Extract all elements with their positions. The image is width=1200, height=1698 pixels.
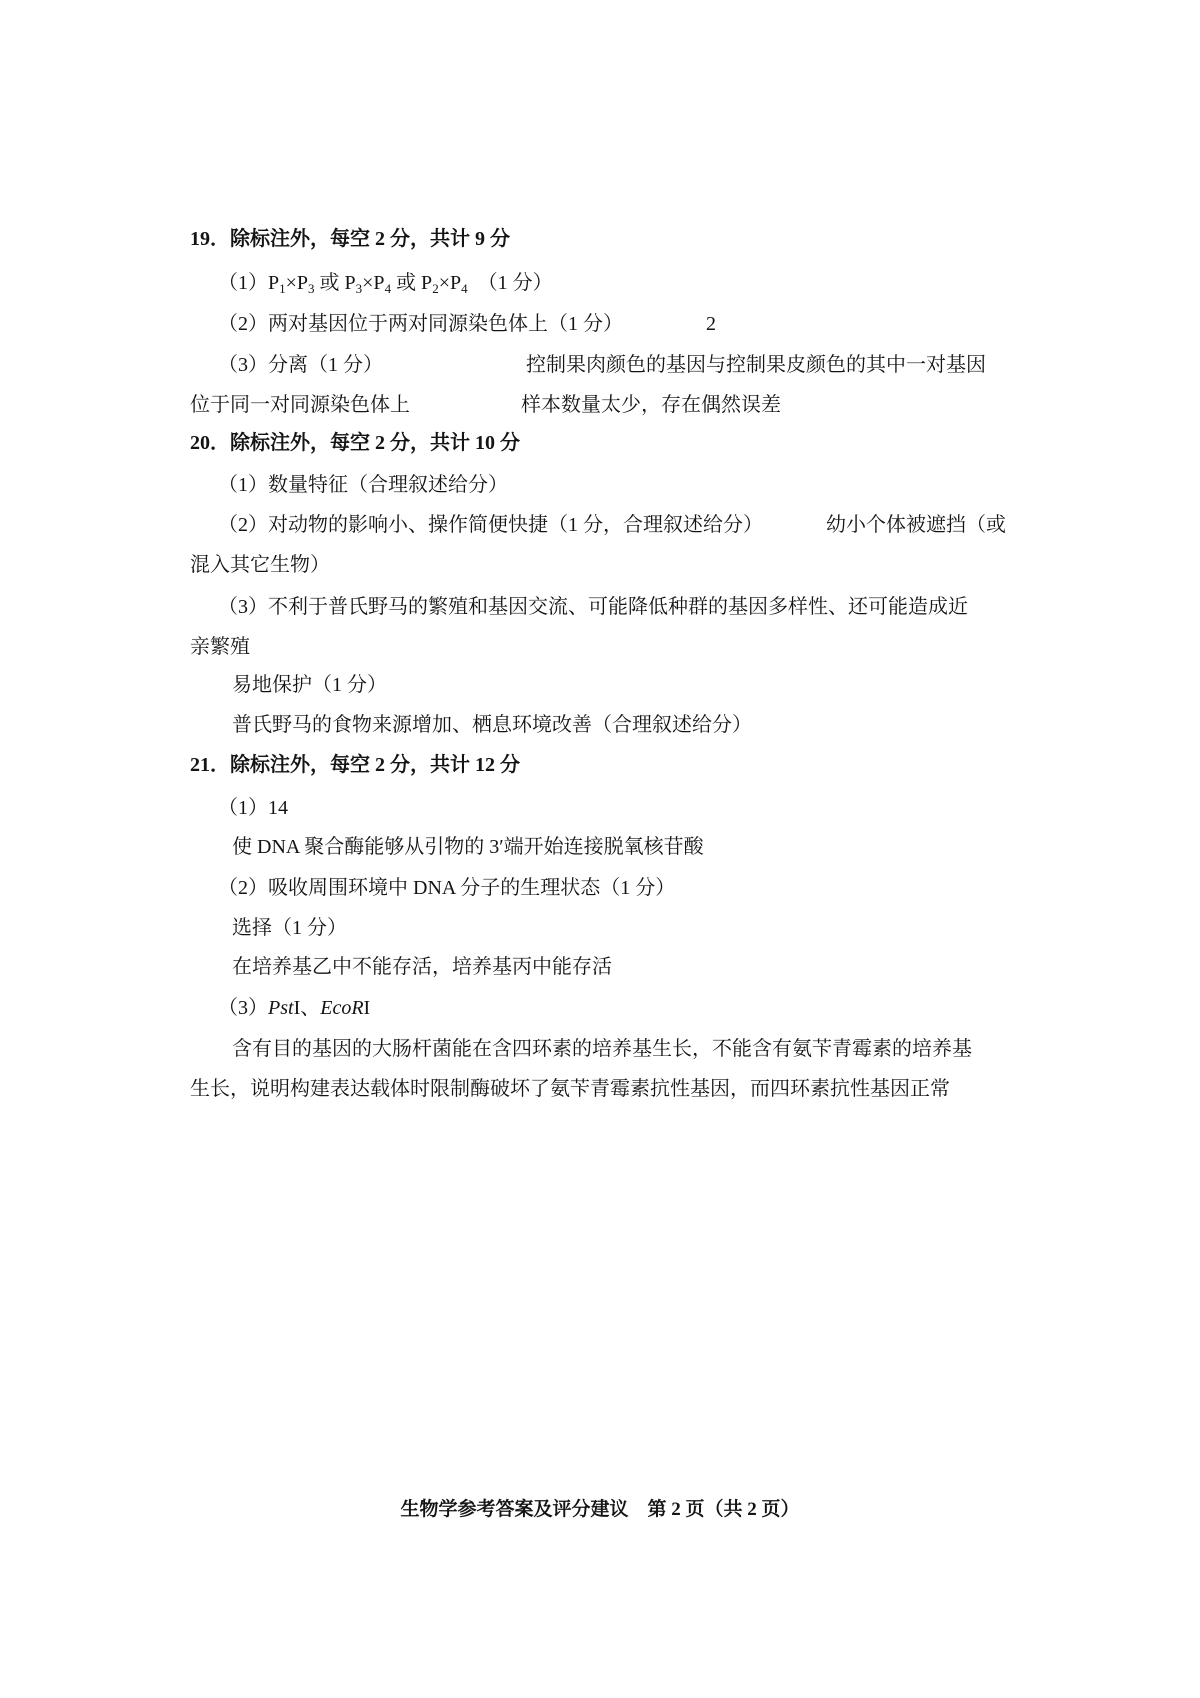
question-20-answer-1: （1）数量特征（合理叙述给分）: [218, 474, 508, 496]
question-19-answer-3-explanation-cont: 位于同一对同源染色体上: [190, 394, 410, 416]
answer-text: 或 P: [391, 272, 433, 294]
answer-text: I、: [293, 997, 321, 1019]
question-20-answer-2: （2）对动物的影响小、操作简便快捷（1 分，合理叙述给分）: [218, 514, 763, 536]
question-21-answer-3-explanation-cont: 生长，说明构建表达载体时限制酶破坏了氨苄青霉素抗性基因，而四环素抗性基因正常: [190, 1078, 950, 1100]
subscript: 1: [279, 281, 286, 296]
question-21-answer-1-second: 使 DNA 聚合酶能够从引物的 3′端开始连接脱氧核苷酸: [232, 836, 704, 858]
subscript: 2: [432, 281, 439, 296]
question-19-answer-2: （2）两对基因位于两对同源染色体上（1 分）: [218, 313, 623, 335]
answer-text: I: [363, 997, 371, 1019]
question-21-answer-3-explanation: 含有目的基因的大肠杆菌能在含四环素的培养基生长，不能含有氨苄青霉素的培养基: [232, 1038, 972, 1060]
question-20-heading: 20．除标注外，每空 2 分，共计 10 分: [190, 432, 520, 454]
question-21-heading: 21．除标注外，每空 2 分，共计 12 分: [190, 754, 520, 776]
question-21-answer-1: （1）14: [218, 797, 288, 819]
question-21-answer-2-third: 在培养基乙中不能存活，培养基丙中能存活: [232, 956, 612, 978]
enzyme-name-italic: Pst: [268, 997, 294, 1019]
question-19-answer-3: （3）分离（1 分）: [218, 354, 383, 376]
answer-text: （1）P: [218, 272, 280, 294]
question-20-answer-2-second-cont: 混入其它生物）: [190, 554, 330, 576]
question-19-answer-1: [218, 271, 553, 295]
subscript: 3: [308, 281, 315, 296]
answer-text: ×P: [438, 272, 462, 294]
subscript: 3: [355, 281, 363, 296]
question-20-answer-3-third: 普氏野马的食物来源增加、栖息环境改善（合理叙述给分）: [232, 714, 752, 736]
question-21-answer-2: （2）吸收周围环境中 DNA 分子的生理状态（1 分）: [218, 877, 676, 899]
answer-text: （1 分）: [467, 272, 553, 294]
answer-text: 或 P: [314, 272, 356, 294]
subscript: 4: [461, 281, 468, 296]
question-21-answer-2-second: 选择（1 分）: [232, 917, 347, 939]
question-20-answer-2-second: 幼小个体被遮挡（或: [826, 514, 1006, 536]
question-20-answer-3-cont: 亲繁殖: [190, 636, 250, 658]
question-19-answer-3-explanation: 控制果肉颜色的基因与控制果皮颜色的其中一对基因: [526, 354, 986, 376]
question-19-answer-3-reason: 样本数量太少，存在偶然误差: [521, 394, 781, 416]
subscript: 4: [384, 281, 392, 296]
answer-text: （3）: [218, 997, 268, 1019]
enzyme-name-italic: EcoR: [320, 997, 364, 1019]
answer-text: ×P: [362, 272, 385, 294]
question-21-answer-3: [218, 996, 370, 1020]
question-20-answer-3: （3）不利于普氏野马的繁殖和基因交流、可能降低种群的基因多样性、还可能造成近: [218, 596, 968, 618]
answer-text: ×P: [285, 272, 309, 294]
question-19-heading: 19．除标注外，每空 2 分，共计 9 分: [190, 228, 510, 250]
question-19-answer-2-value: 2: [706, 313, 716, 335]
page-footer: 生物学参考答案及评分建议 第 2 页（共 2 页）: [400, 1499, 800, 1520]
question-20-answer-3-second: 易地保护（1 分）: [232, 674, 387, 696]
